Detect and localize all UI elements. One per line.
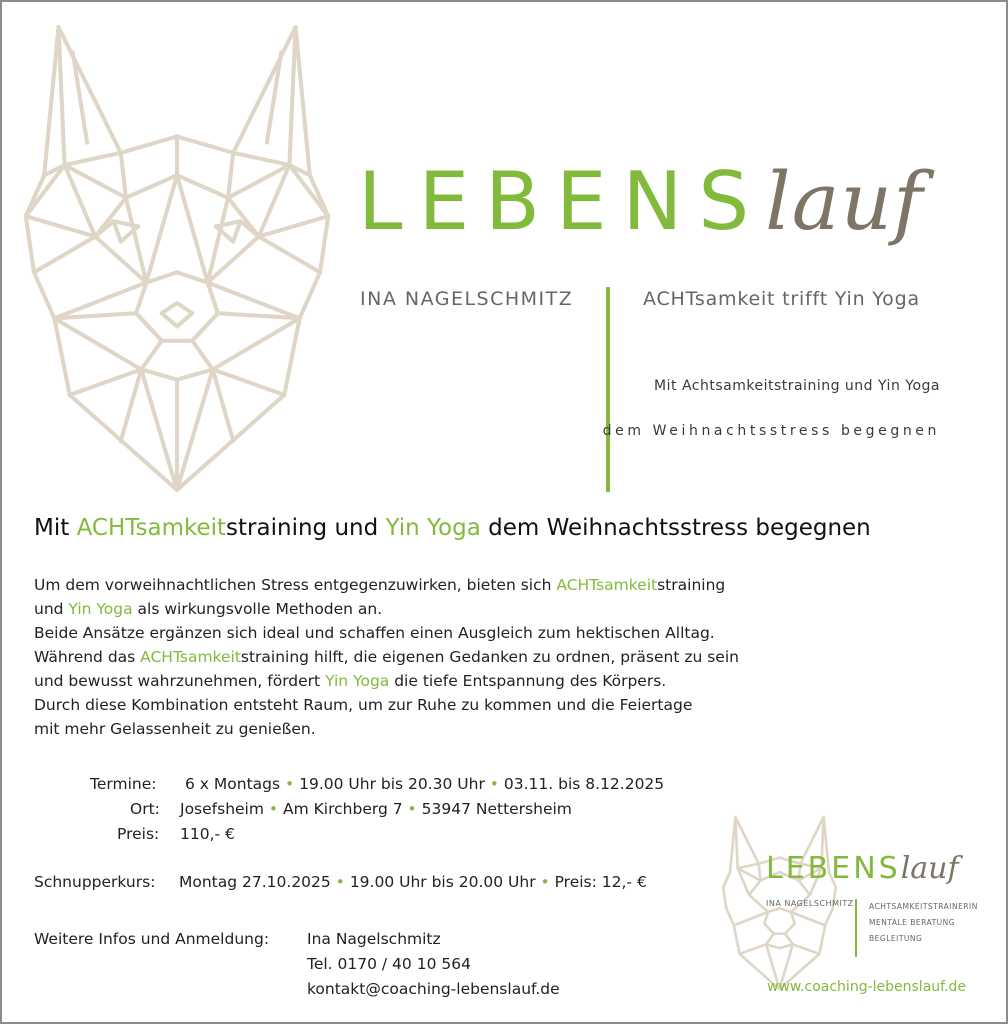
mini-service-item: MENTALE BERATUNG (869, 918, 956, 927)
contact-tel[interactable]: Tel. 0170 / 40 10 564 (307, 955, 471, 973)
brand-caps: LEBENS (358, 155, 766, 248)
tagline: ACHTsamkeit trifft Yin Yoga (643, 288, 920, 310)
brand-logo (358, 152, 924, 252)
contact-email[interactable]: kontakt@coaching-lebenslauf.de (307, 980, 560, 998)
mini-services (869, 899, 978, 947)
mini-owner-name: INA NAGELSCHMITZ (766, 899, 854, 908)
body-line: Durch diese Kombination entsteht Raum, um zur Ruhe zu kommen und die Feiertage (34, 696, 693, 714)
mini-service-item: BEGLEITUNG (869, 934, 923, 943)
brand-script: lauf (765, 155, 924, 248)
body-line: und Yin Yoga als wirkungsvolle Methoden an. (34, 600, 383, 618)
body-paragraph (34, 573, 814, 741)
ort-value: Josefsheim • Am Kirchberg 7 • 53947 Nettersheim (180, 800, 572, 818)
mini-service-item: ACHTSAMKEITSTRAINERIN (869, 902, 978, 911)
preis-value: 110,- € (180, 825, 235, 843)
body-line: Beide Ansätze ergänzen sich ideal und schaffen einen Ausgleich zum hektischen Alltag. (34, 624, 715, 642)
wolf-logo-icon (22, 22, 332, 492)
body-line: Um dem vorweihnachtlichen Stress entgegenzuwirken, bieten sich ACHTsamkeitstraining (34, 576, 726, 594)
website-link[interactable]: www.coaching-lebenslauf.de (767, 979, 967, 995)
footer-logo (712, 815, 992, 1015)
body-line: und bewusst wahrzunehmen, fördert Yin Yoga die tiefe Entspannung des Körpers. (34, 672, 667, 690)
subtitle-line-1: Mit Achtsamkeitstraining und Yin Yoga (654, 378, 940, 394)
ort-label: Ort: (130, 800, 160, 818)
body-line: mit mehr Gelassenheit zu genießen. (34, 720, 316, 738)
mini-divider (855, 899, 857, 957)
body-line: Während das ACHTsamkeitstraining hilft, die eigenen Gedanken zu ordnen, präsent zu sein (34, 648, 739, 666)
preis-label: Preis: (117, 825, 160, 843)
subtitle-line-2: dem Weihnachtsstress begegnen (602, 423, 940, 439)
vertical-divider (606, 287, 610, 492)
termine-label: Termine: (90, 775, 157, 793)
schnupper-value: Montag 27.10.2025 • 19.00 Uhr bis 20.00 Uhr • Preis: 12,- € (179, 873, 647, 891)
schnupper-label: Schnupperkurs: (34, 873, 156, 891)
headline: Mit ACHTsamkeitstraining und Yin Yoga dem Weihnachtsstress begegnen (34, 515, 871, 541)
owner-name: INA NAGELSCHMITZ (360, 288, 574, 310)
termine-value: 6 x Montags • 19.00 Uhr bis 20.30 Uhr • 03.11. bis 8.12.2025 (185, 775, 665, 793)
mini-brand: LEBENSlauf (766, 851, 959, 886)
contact-name: Ina Nagelschmitz (307, 930, 441, 948)
infos-label: Weitere Infos und Anmeldung: (34, 930, 270, 948)
